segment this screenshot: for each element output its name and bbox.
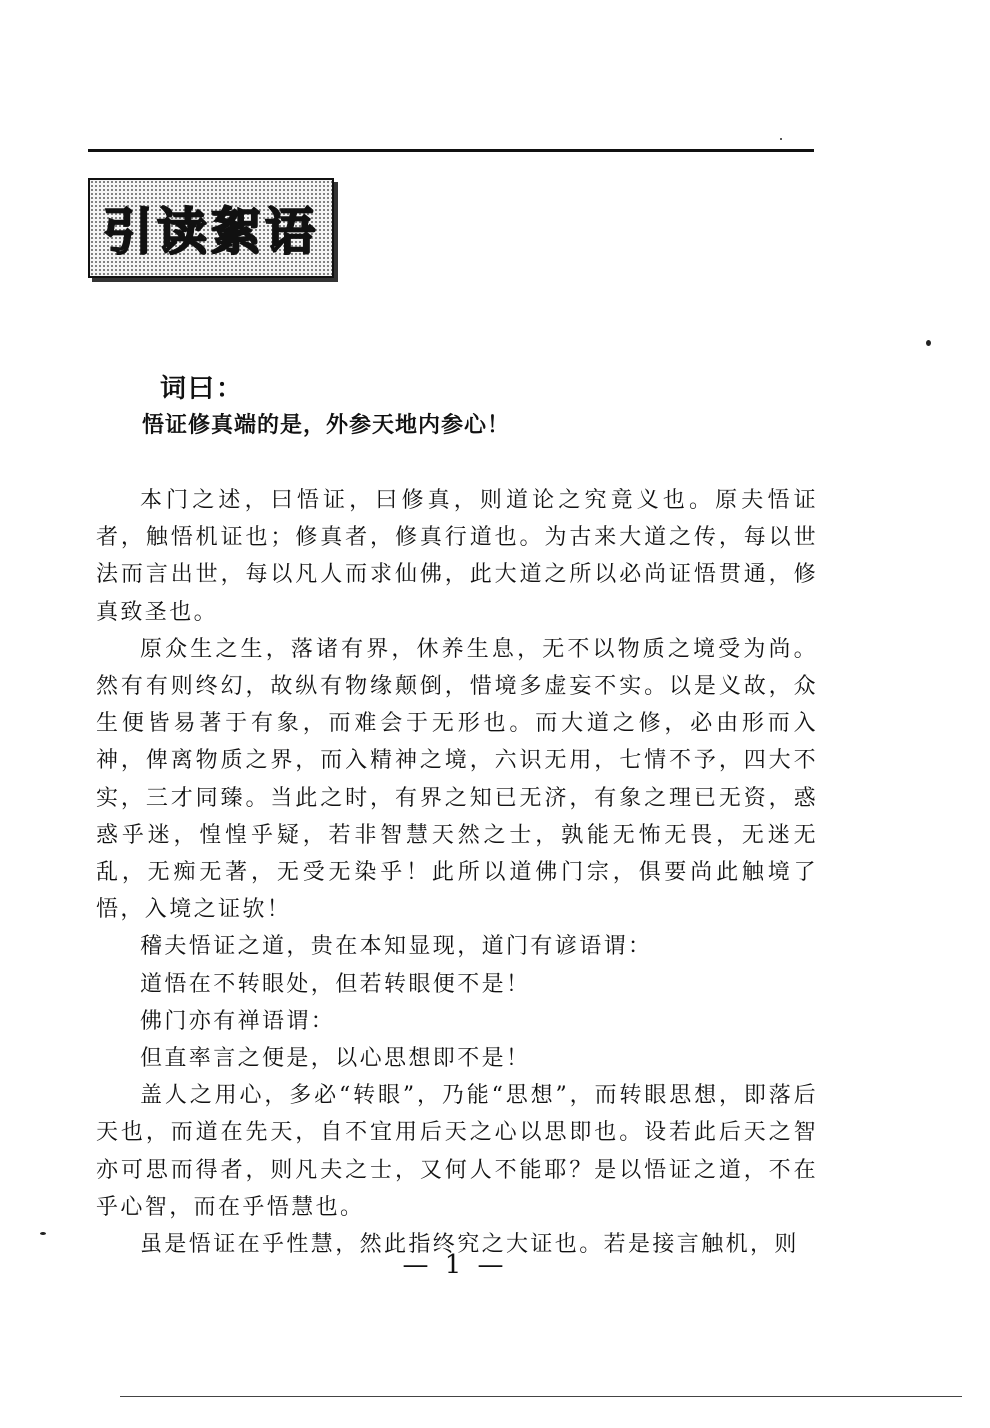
section-title: 引读絮语: [103, 203, 319, 261]
scan-speck: [40, 1232, 46, 1235]
paragraph: 佛门亦有禅语谓：: [140, 1008, 336, 1034]
footer-rule: [120, 1396, 962, 1397]
paragraph: 本门之述，曰悟证，曰修真，则道论之究竟义也。原夫悟证者，触悟机证也；修真者，修真行道也。为古来大道之传，每以世法而言出世，每以凡人而求仙佛，此大道之所以必尚证悟贯通，修真致圣也。: [96, 488, 818, 625]
header-rule: [88, 149, 814, 152]
paragraph: 稽夫悟证之道，贵在本知显现，道门有谚语谓：: [140, 934, 653, 960]
ci-heading: 词曰：: [160, 374, 245, 404]
paragraph: 盖人之用心，多必“转眼”，乃能“思想”，而转眼思想，即落后天也，而道在先天，自不宜用后天之心以思即也。设若此后天之智亦可思而得者，则凡夫之士，又何人不能耶？是以悟证之道，不在乎心智，而在乎悟慧也。: [96, 1083, 818, 1220]
verse-line: 悟证修真端的是，外参天地内参心！: [142, 413, 511, 438]
scan-speck: [780, 138, 782, 140]
body-text: [96, 482, 818, 1263]
scan-speck: [926, 340, 931, 346]
paragraph: 原众生之生，落诸有界，休养生息，无不以物质之境受为尚。然有有则终幻，故纵有物缘颠倒，惜境多虚妄不实。以是义故，众生便皆易著于有象，而难会于无形也。而大道之修，必由形而入神，俾离物质之界，而入精神之境，六识无用，七情不予，四大不实，三才同臻。当此之时，有界之知已无济，有象之理已无资，惑惑乎迷，惶惶乎疑，若非智慧天然之士，孰能无怖无畏，无迷无乱，无痴无著，无受无染乎！此所以道佛门宗，俱要尚此触境了悟，入境之证欤！: [96, 636, 818, 923]
quote-line: 道悟在不转眼处，但若转眼便不是！: [140, 971, 531, 997]
section-title-box: [88, 178, 334, 278]
quote-line: 但直率言之便是，以心思想即不是！: [140, 1046, 531, 1072]
paragraph: 虽是悟证在乎性慧，然此指终究之大证也。若是接言触机，则: [140, 1232, 799, 1258]
page-number: — 1 —: [402, 1250, 508, 1280]
